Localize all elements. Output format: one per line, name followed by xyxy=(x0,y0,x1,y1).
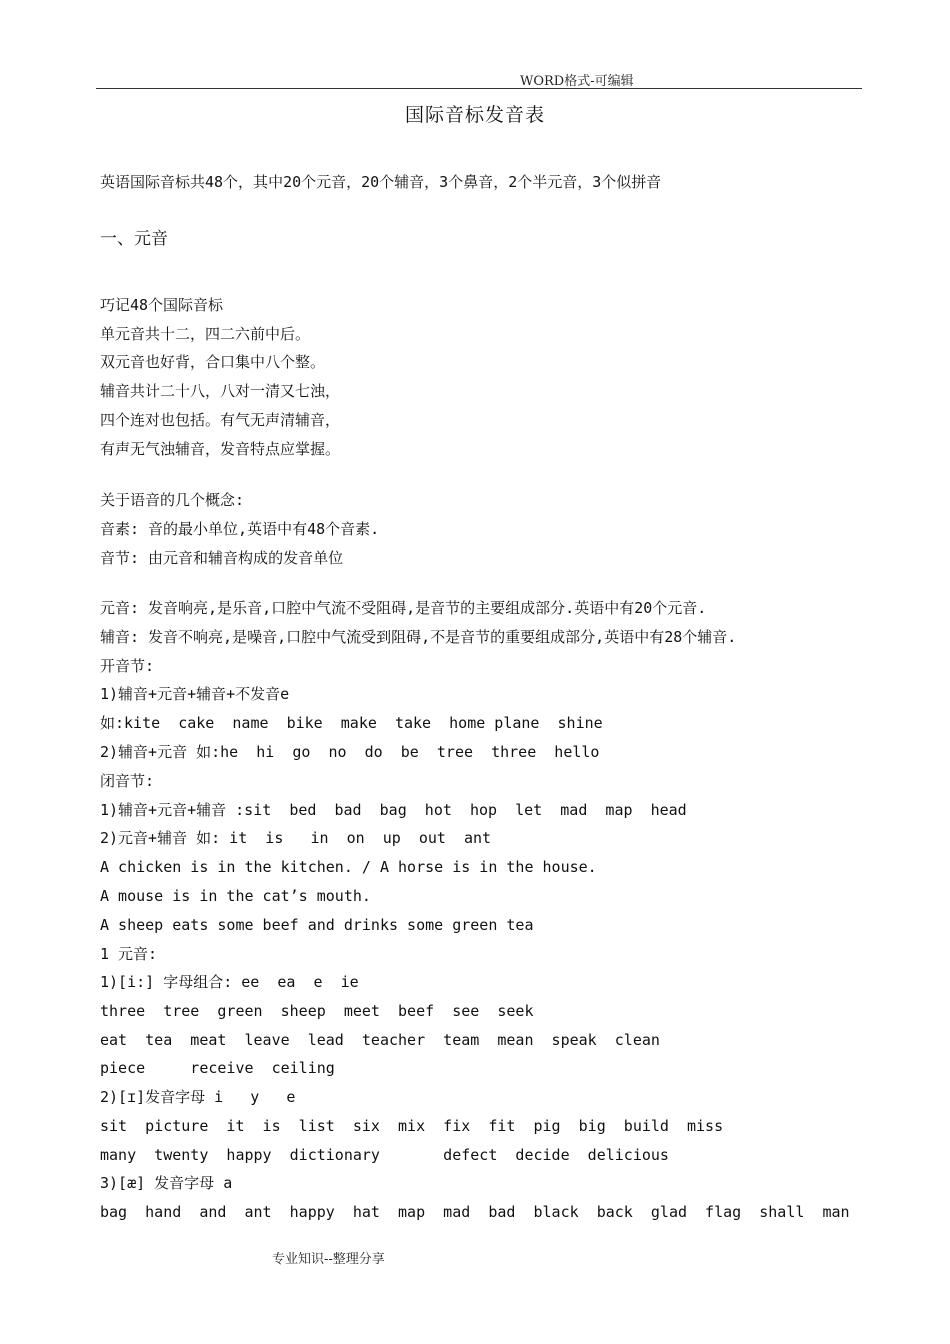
text-line: 1)辅音+元音+辅音+不发音e xyxy=(100,685,290,703)
text-line: many twenty happy dictionary defect decide delicious xyxy=(100,1146,669,1164)
text-line: 有声无气浊辅音，发音特点应掌握。 xyxy=(100,440,341,458)
text-line: piece receive ceiling xyxy=(100,1059,335,1077)
text-line: 辅音: 发音不响亮,是噪音,口腔中气流受到阻碍,不是音节的重要组成部分,英语中有28个辅音. xyxy=(100,628,737,646)
text-line: 开音节: xyxy=(100,657,155,675)
page-footer: 专业知识--整理分享 xyxy=(272,1252,385,1267)
header-divider xyxy=(96,88,862,89)
text-line: 元音: 发音响亮,是乐音,口腔中气流不受阻碍,是音节的主要组成部分.英语中有20个元音. xyxy=(100,599,707,617)
text-line: A chicken is in the kitchen. / A horse is in the house. xyxy=(100,858,597,876)
text-line: 音素: 音的最小单位,英语中有48个音素. xyxy=(100,520,380,538)
text-line: 3)[æ] 发音字母 a xyxy=(100,1174,233,1192)
text-line: 四个连对也包括。有气无声清辅音， xyxy=(100,411,341,429)
intro-paragraph: 英语国际音标共48个，其中20个元音，20个辅音，3个鼻音，2个半元音，3个似拼音 xyxy=(100,173,662,191)
text-line: 2)辅音+元音 如:he hi go no do be tree three hello xyxy=(100,743,600,761)
document-title: 国际音标发音表 xyxy=(404,104,545,126)
text-line: 如:kite cake name bike make take home plane shine xyxy=(100,714,603,732)
text-line: sit picture it is list six mix fix fit pig big build miss xyxy=(100,1117,724,1135)
text-line: 1 元音: xyxy=(100,945,158,963)
text-line: A mouse is in the cat’s mouth. xyxy=(100,887,371,905)
text-line: three tree green sheep meet beef see seek xyxy=(100,1002,534,1020)
text-line: bag hand and ant happy hat map mad bad black back glad flag shall man xyxy=(100,1203,850,1221)
text-line: A sheep eats some beef and drinks some green tea xyxy=(100,916,534,934)
text-line: eat tea meat leave lead teacher team mean speak clean xyxy=(100,1031,660,1049)
text-line: 巧记48个国际音标 xyxy=(100,296,224,314)
text-line: 双元音也好背，合口集中八个整。 xyxy=(100,353,326,371)
text-line: 音节: 由元音和辅音构成的发音单位 xyxy=(100,549,344,567)
section-heading: 一、元音 xyxy=(100,229,168,249)
text-line: 辅音共计二十八，八对一清又七浊， xyxy=(100,382,341,400)
text-line: 关于语音的几个概念: xyxy=(100,491,245,509)
text-line: 1)辅音+元音+辅音 :sit bed bad bag hot hop let mad map head xyxy=(100,801,687,819)
text-line: 2)元音+辅音 如: it is in on up out ant xyxy=(100,829,492,847)
text-line: 1)[i:] 字母组合: ee ea e ie xyxy=(100,973,359,991)
text-line: 闭音节: xyxy=(100,772,155,790)
text-line: 2)[ɪ]发音字母 i y e xyxy=(100,1088,296,1106)
text-line: 单元音共十二，四二六前中后。 xyxy=(100,325,311,343)
page-header: WORD格式-可编辑 xyxy=(520,74,634,89)
